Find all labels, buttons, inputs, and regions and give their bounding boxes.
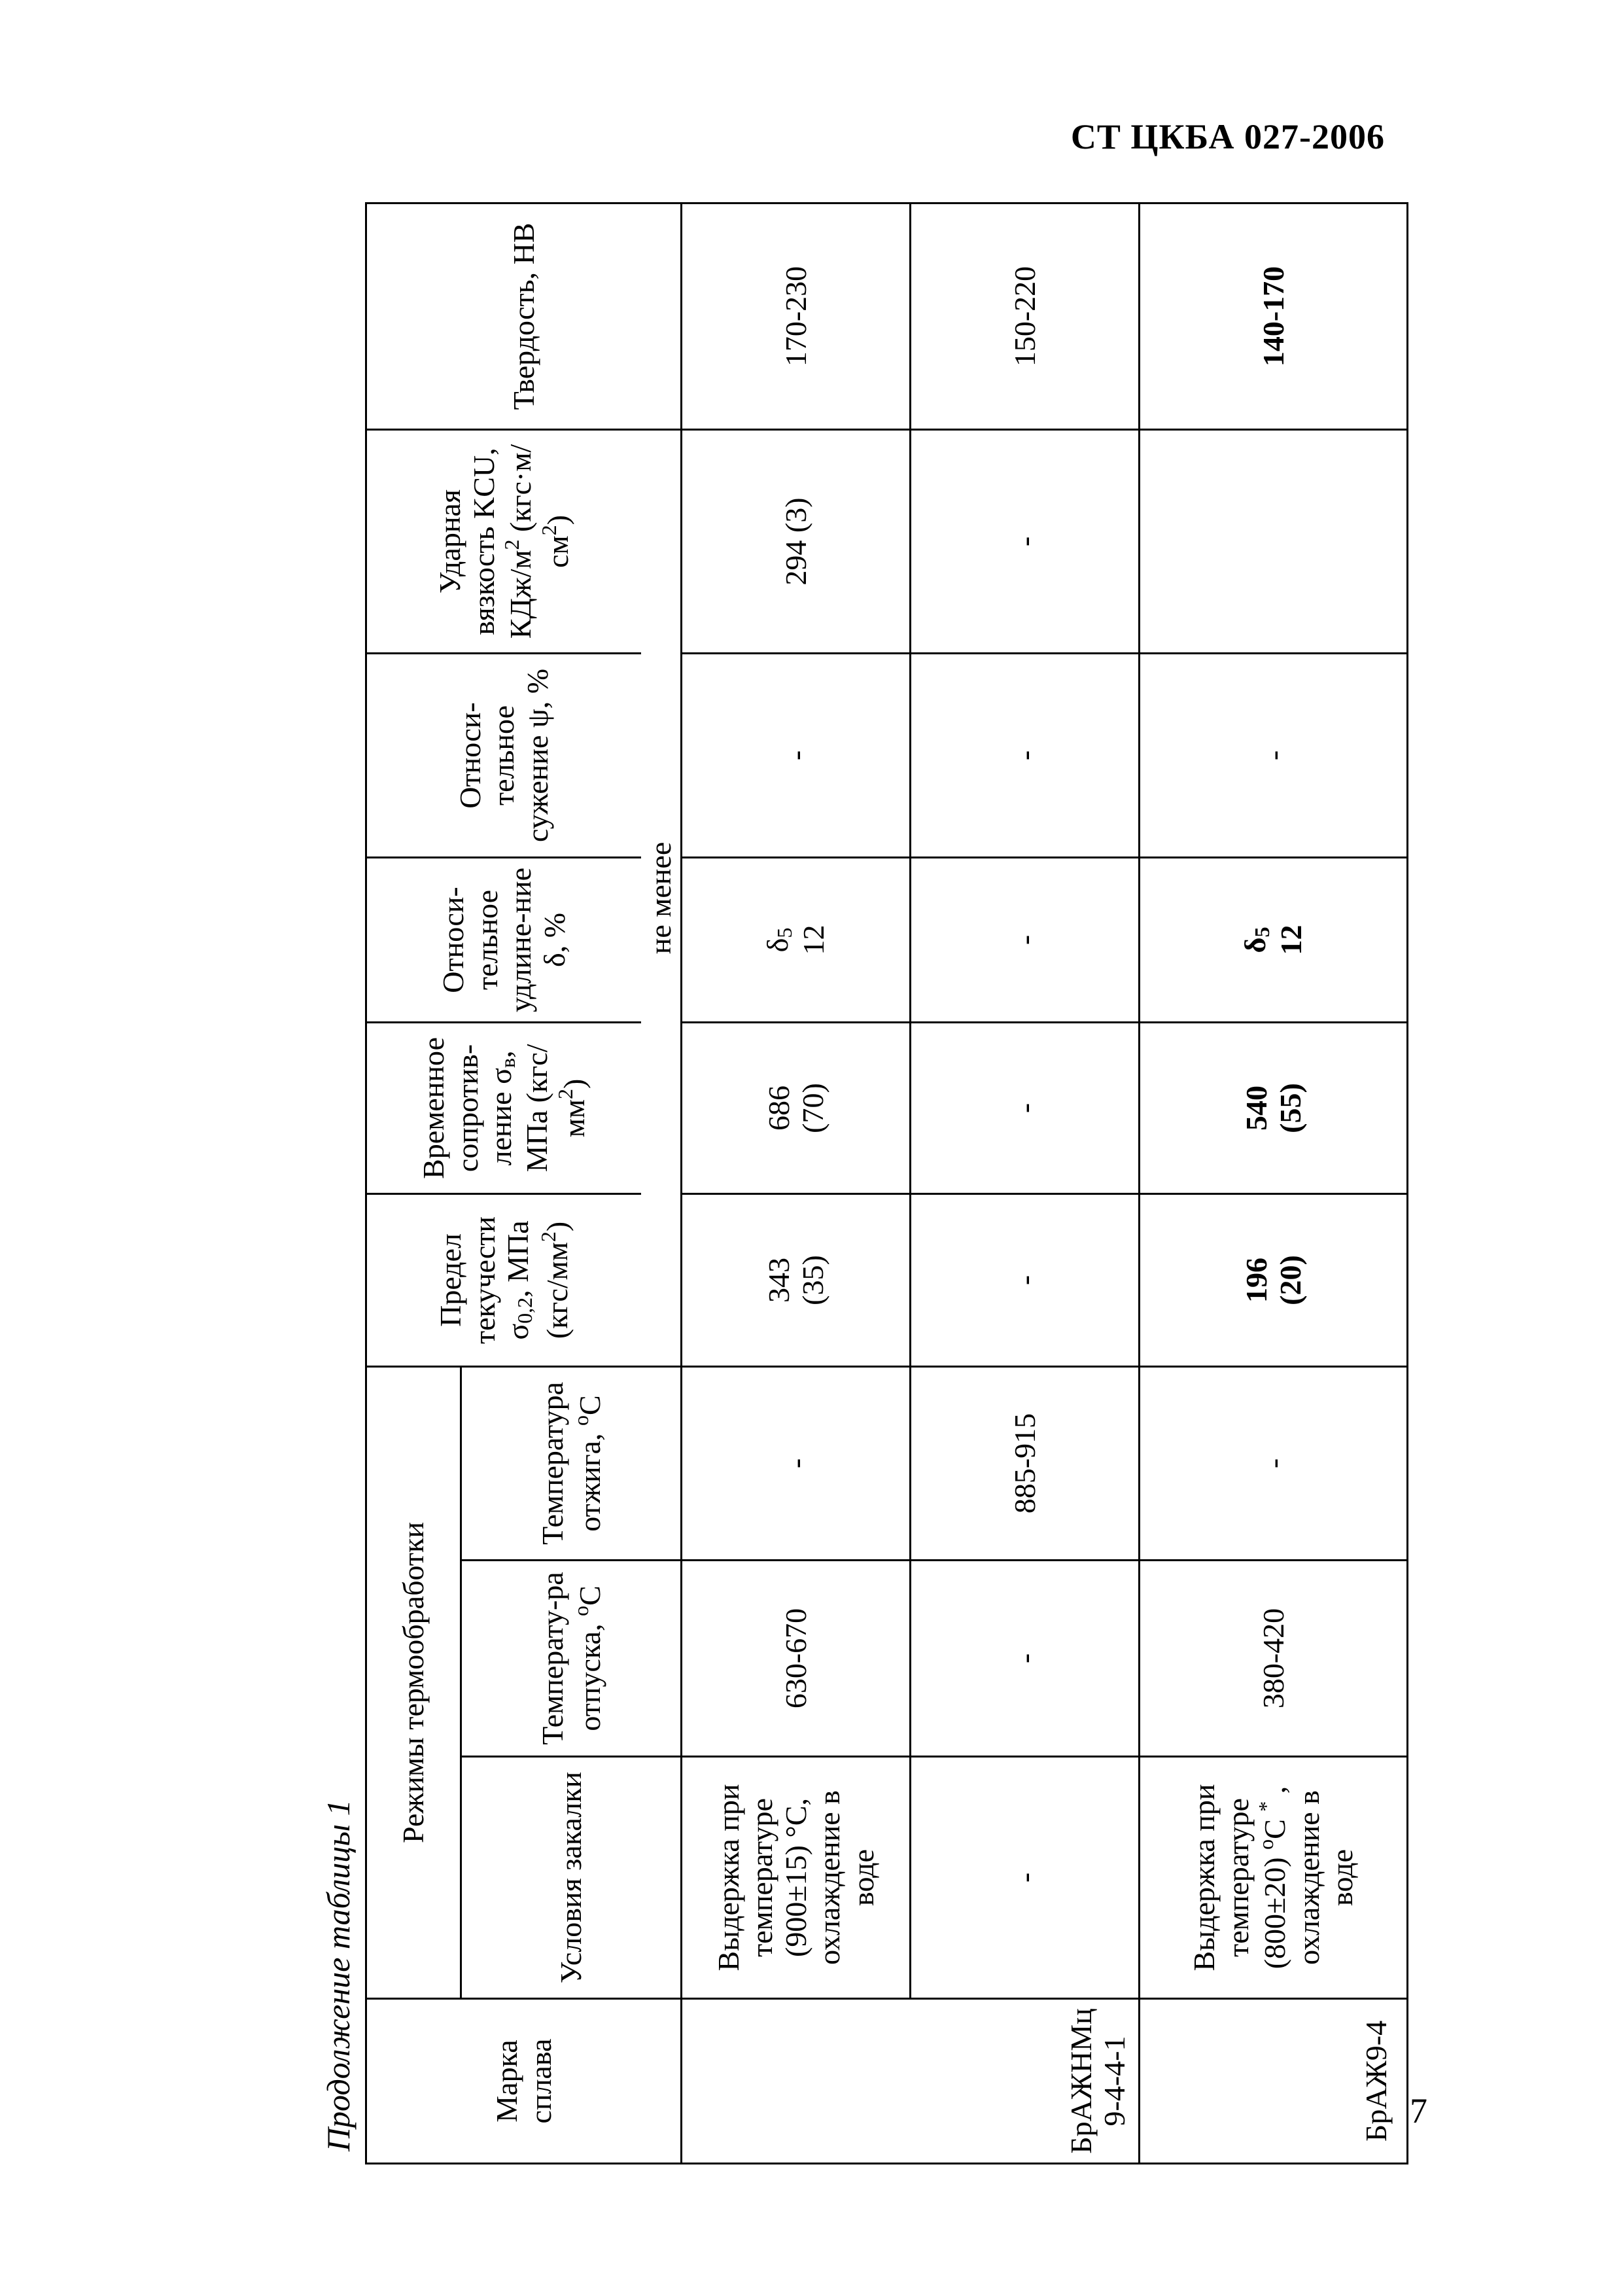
header-elongation: Относи-тельное удлине-ние δ, % [366, 857, 641, 1022]
row3-reduction: - [1140, 653, 1408, 857]
row1-impact: 294 (3) [682, 429, 911, 653]
row3-anneal: - [1140, 1366, 1408, 1560]
row1-yield: 343 (35) [682, 1193, 911, 1366]
row2-yield: - [911, 1193, 1140, 1366]
continuation-title: Продолжение таблицы 1 [320, 1799, 357, 2151]
header-impact: Ударная вязкость KCU, КДж/$м^2$ $(кгс\cdot м/см^2)$ [366, 429, 641, 653]
row1-quench: Выдержка при температуре (900±15) °С, охлаждение в воде [682, 1757, 911, 1999]
row2-elongation: - [911, 857, 1140, 1022]
row3-quench: Выдержка при температуре (800±20) $^о$С * , охлаждение в воде [1140, 1757, 1408, 1999]
header-yield: Предел текучести σ0,2, МПа $(кгс/мм^2)$ [366, 1193, 641, 1366]
row3-elongation: δ5 12 [1140, 857, 1408, 1022]
row1-elongation: δ5 12 [682, 857, 911, 1022]
min-note: не менее [641, 429, 682, 1366]
row3-hardness: 140-170 [1140, 203, 1408, 429]
row3-impact [1140, 429, 1408, 653]
row1-temper: 630-670 [682, 1561, 911, 1757]
header-tensile: Временное сопротив-ление σв, МПа $(кгс/мм^2)$ [366, 1022, 641, 1193]
header-quench: Условия закалки [461, 1757, 682, 1999]
row2-temper: - [911, 1561, 1140, 1757]
row1-anneal: - [682, 1366, 911, 1560]
row2-reduction: - [911, 653, 1140, 857]
row2-quench: - [911, 1757, 1140, 1999]
row3-yield: 196 (20) [1140, 1193, 1408, 1366]
row2-tensile: - [911, 1022, 1140, 1193]
row1-reduction: - [682, 653, 911, 857]
row1-tensile: 686 (70) [682, 1022, 911, 1193]
header-temper: Температу-ра отпуска, $^о$С [461, 1561, 682, 1757]
properties-table [365, 202, 1408, 2164]
row3-tensile: 540 (55) [1140, 1022, 1408, 1193]
row3-grade: БрАЖ9-4 [1140, 1999, 1408, 2164]
document-code: СТ ЦКБА 027-2006 [1070, 117, 1385, 156]
page-number: 7 [1410, 2091, 1427, 2130]
header-reduction: Относи-тельное сужение ψ, % [366, 653, 641, 857]
rotated-table-block [320, 204, 1406, 2164]
header-anneal: Температура отжига, $^о$С [461, 1366, 682, 1560]
row2-anneal: 885-915 [911, 1366, 1140, 1560]
row3-temper: 380-420 [1140, 1561, 1408, 1757]
header-grade: Марка сплава [366, 1999, 682, 2164]
row1-hardness: 170-230 [682, 203, 911, 429]
header-hardness: Твердость, НВ [366, 203, 682, 429]
row1-grade: БрАЖНМц 9-4-4-1 [682, 1999, 1140, 2164]
row2-hardness: 150-220 [911, 203, 1140, 429]
row2-impact: - [911, 429, 1140, 653]
header-heat-treatment: Режимы термообработки [366, 1366, 461, 1998]
